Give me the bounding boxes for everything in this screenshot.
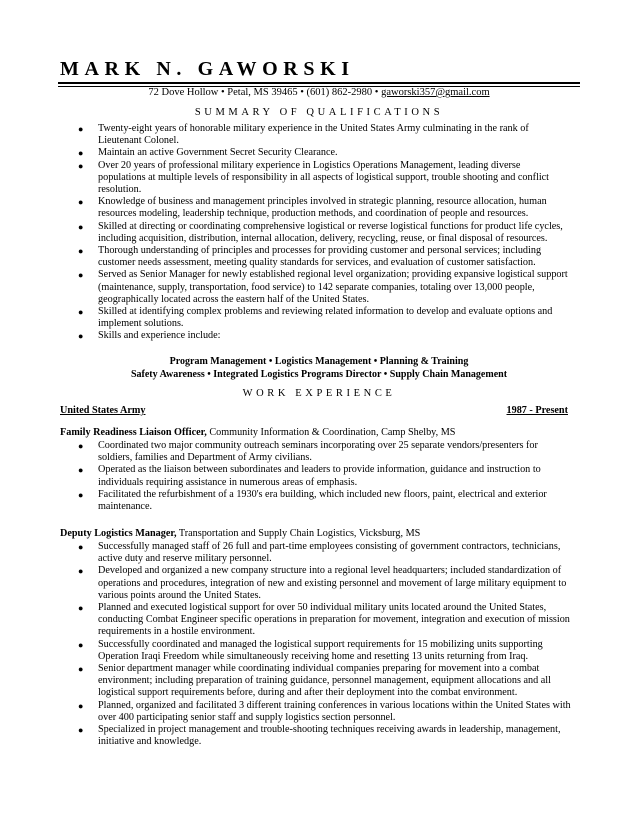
job-title-2 xyxy=(60,528,420,540)
job-title-detail: Transportation and Supply Chain Logistics, Vicksburg, MS xyxy=(176,528,421,539)
skills-line-2: Safety Awareness • Integrated Logistics Programs Director • Supply Chain Management xyxy=(130,369,508,380)
contact-text: 72 Dove Hollow • Petal, MS 39465 • (601) 862-2980 • xyxy=(148,87,379,98)
list-item: ● Over 20 years of professional military experience in Logistics Operations Management, leading diverse populations at multiple levels of responsibility in all aspects of logistical support, trouble shooting and conflict resolution. xyxy=(78,159,550,196)
bullet-icon: ● xyxy=(78,664,84,675)
list-item: ● Successfully managed staff of 26 full and part-time employees consisting of government contractors, technicians, active duty and reserve military personnel. xyxy=(78,541,561,565)
bullet-icon: ● xyxy=(78,160,84,171)
list-item: ● Planned and executed logistical support for over 50 individual military units located around the United States, conducting Combat Engineer specific operations in preparation for movement, integration and execution of mission requirements in a hostile environment. xyxy=(78,602,570,638)
list-item: ● Coordinated two major community outreach seminars incorporating over 25 separate vendors/presenters for soldiers, families and Department of Army civilians. xyxy=(78,440,538,464)
candidate-name: MARK N. GAWORSKI xyxy=(60,58,355,80)
bullet-icon: ● xyxy=(78,489,84,500)
list-item: ● Twenty-eight years of honorable military experience in the United States Army culminating in the rank of Lieutenant Colonel. xyxy=(78,123,529,147)
summary-heading: SUMMARY OF QUALIFICATIONS xyxy=(194,107,444,118)
bullet-icon: ● xyxy=(78,725,84,736)
list-item: ● Developed and organized a new company structure into a regional level headquarters; included standardization of operations and procedures, integration of new and existing personnel and movement of large military equipment to various points around the United States. xyxy=(78,565,567,601)
experience-heading: WORK EXPERIENCE xyxy=(242,388,396,399)
bullet-icon: ● xyxy=(78,465,84,476)
list-item: ● Skilled at directing or coordinating comprehensive logistical or reverse logistical functions for product life cycles, including acquisition, distribution, internal allocation, delivery, recycling, reuse, or final disposal of resources. xyxy=(78,220,563,244)
list-item: ● Planned, organized and facilitated 3 different training conferences in various locations within the United States with over 400 participating senior staff and supply logistics section personnel. xyxy=(78,699,571,723)
summary-list xyxy=(60,123,568,343)
bullet-icon: ● xyxy=(78,124,84,134)
bullet-icon: ● xyxy=(78,270,84,281)
email-link[interactable]: gaworski357@gmail.com xyxy=(381,87,490,98)
list-item: ● Thorough understanding of principles and processes for providing customer and personal services; including customer needs assessment, meeting quality standards for services, and evaluation of customer satisfaction. xyxy=(78,245,542,269)
employer-name: United States Army xyxy=(60,405,146,416)
bullet-icon: ● xyxy=(78,307,84,318)
bullet-icon: ● xyxy=(78,148,84,159)
list-item: ● Knowledge of business and management principles involved in strategic planning, resource allocation, human resources modeling, leadership technique, production methods, and coordination of people and resources. xyxy=(78,196,547,220)
bullet-icon: ● xyxy=(78,331,84,342)
bullet-icon: ● xyxy=(78,603,84,614)
list-item: ● Facilitated the refurbishment of a 1930's era building, which included new floors, paint, electrical and exterior maintenance. xyxy=(78,488,547,513)
list-item: ● Operated as the liaison between subordinates and leaders to provide information, guidance and instruction to individuals requiring assistance in numerous areas of emphasis. xyxy=(78,464,541,488)
job-title-1 xyxy=(60,427,455,439)
list-item: ● Skilled at identifying complex problems and reviewing related information to develop and evaluate options and implement solutions. xyxy=(78,306,553,330)
bullet-icon: ● xyxy=(78,246,84,257)
job-title-role: Family Readiness Liaison Officer, xyxy=(60,427,207,438)
list-item: ● Senior department manager while coordinating individual companies preparing for movement into a combat environment; including preparation of training guidance, personnel management, equipment allocations and all logistical support requirements before, during and after their deployment into the combat environment. xyxy=(78,663,551,699)
employment-dates: 1987 - Present xyxy=(506,405,568,416)
list-item: ● Served as Senior Manager for newly established regional level organization; providing expansive logistical support (maintenance, supply, transportation, food service) to 142 separate companies, totaling over 13,000 people, geographically located across the eastern half of the United States. xyxy=(78,269,568,305)
header-rule-thick xyxy=(58,82,580,84)
employer-row xyxy=(60,405,568,416)
bullet-icon: ● xyxy=(78,441,84,451)
bullet-icon: ● xyxy=(78,639,84,650)
skills-line-1: Program Management • Logistics Management • Planning & Training xyxy=(169,356,469,367)
list-item: ● Successfully coordinated and managed the logistical support requirements for 15 mobilizing units supporting Operation Iraqi Freedom while simultaneously receiving home and resetting 13 units returning from Iraq. xyxy=(78,638,543,662)
job-1-list xyxy=(60,440,570,513)
bullet-icon: ● xyxy=(78,197,84,208)
job-2-list xyxy=(60,541,576,748)
bullet-icon: ● xyxy=(78,566,84,577)
contact-line xyxy=(0,86,638,99)
bullet-icon: ● xyxy=(78,700,84,711)
bullet-icon: ● xyxy=(78,221,84,232)
list-item: ● Skills and experience include: xyxy=(78,330,221,342)
list-item: ● Specialized in project management and trouble-shooting techniques receiving awards in leadership, management, initiative and knowledge. xyxy=(78,724,561,748)
job-title-role: Deputy Logistics Manager, xyxy=(60,528,177,539)
bullet-icon: ● xyxy=(78,542,84,552)
job-title-detail: Community Information & Coordination, Camp Shelby, MS xyxy=(206,427,456,438)
list-item: ● Maintain an active Government Secret Security Clearance. xyxy=(78,147,338,159)
